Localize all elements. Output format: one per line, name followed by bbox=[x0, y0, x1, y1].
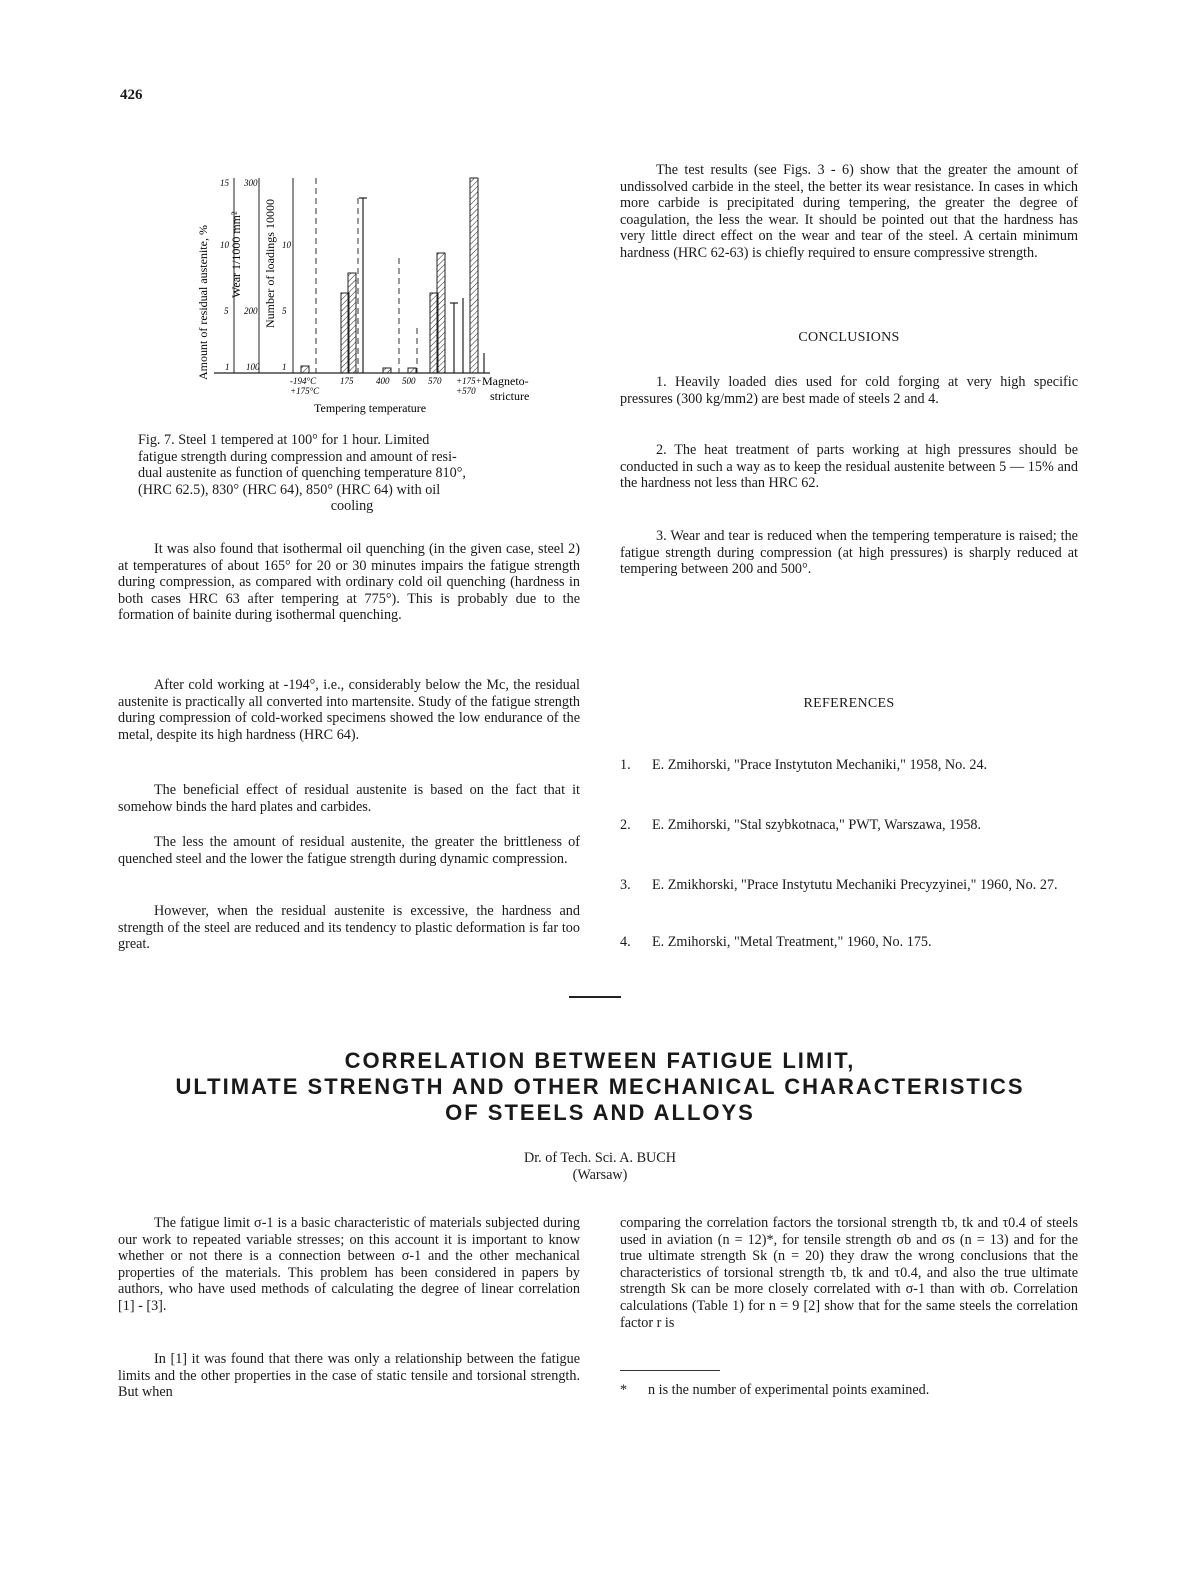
figure-caption bbox=[138, 432, 566, 515]
footnote bbox=[620, 1382, 1080, 1398]
x-tick-plus570: +570 bbox=[456, 386, 476, 396]
axis-label-loadings: Number of loadings 10000 bbox=[263, 199, 277, 328]
left-paragraph-1: It was also found that isothermal oil quenching (in the given case, steel 2) at temperatures of about 165° for 20 or 30 minutes impairs the fatigue strength during compression, as compared with ordinary cold oil quenching (hardness in both cases HRC 63 after tempering at 775°). This is probably due to the formation of bainite during isothermal quenching. bbox=[118, 541, 580, 624]
scale-loadings-10: 10 bbox=[282, 240, 291, 250]
page-number: 426 bbox=[120, 87, 143, 103]
reference-text: E. Zmihorski, "Prace Instytuton Mechaniki," 1958, No. 24. bbox=[652, 757, 988, 773]
scale-wear-100: 100 bbox=[246, 362, 260, 372]
reference-number: 4. bbox=[620, 934, 631, 950]
caption-line-5: cooling bbox=[330, 498, 374, 515]
scale-wear-300: 300 bbox=[244, 178, 258, 188]
x-tick-400: 400 bbox=[376, 376, 390, 386]
reference-item bbox=[620, 817, 1078, 834]
stricture-label: stricture bbox=[490, 389, 530, 403]
right-intro-paragraph: The test results (see Figs. 3 - 6) show that the greater the amount of undissolved carbide in the steel, the better its wear resistance. In cases in which more carbide is precipitated during tempering, the greater the degree of coagulation, the less the wear. It should be pointed out that the hardness has very little direct effect on the wear and tear of the steel. A certain minimum hardness (HRC 62-63) is chiefly required to ensure compressive strength. bbox=[620, 162, 1078, 261]
figure-7-chart bbox=[190, 168, 550, 418]
reference-text: E. Zmikhorski, "Prace Instytutu Mechaniki Precyzyinei," 1960, No. 27. bbox=[652, 877, 1058, 893]
axis-label-wear: Wear 1/1000 mm² bbox=[229, 211, 243, 298]
reference-item bbox=[620, 877, 1078, 894]
caption-line-1: Fig. 7. Steel 1 tempered at 100° for 1 hour. Limited bbox=[138, 432, 430, 448]
reference-item bbox=[620, 757, 1078, 774]
x-tick-plus175-magneto: +175+ bbox=[456, 376, 482, 386]
scale-austenite-10: 10 bbox=[220, 240, 229, 250]
article-left-paragraph-2: In [1] it was found that there was only a relationship between the fatigue limits and the other properties in the case of static tensile and torsional strength. But when bbox=[118, 1351, 580, 1401]
references-heading: REFERENCES bbox=[803, 696, 895, 711]
article-left-paragraph-1: The fatigue limit σ-1 is a basic characteristic of materials subjected during our work to repeated variable stresses; on this account it is important to know whether or not there is a connection between σ-1 and the other mechanical properties of the materials. This problem has been considered in papers by authors, who have used methods of calculating the degree of linear correlation [1] - [3]. bbox=[118, 1215, 580, 1314]
x-axis-title: Tempering temperature bbox=[314, 401, 427, 415]
footnote-text: n is the number of experimental points examined. bbox=[648, 1382, 930, 1398]
scale-austenite-5: 5 bbox=[224, 306, 229, 316]
conclusion-3: 3. Wear and tear is reduced when the tempering temperature is raised; the fatigue strength during compression (at high pressures) is sharply reduced at tempering between 200 and 500°. bbox=[620, 528, 1078, 578]
footnote-rule bbox=[620, 1370, 720, 1371]
article-title-line-2: ULTIMATE STRENGTH AND OTHER MECHANICAL CHARACTERISTICS bbox=[175, 1074, 1025, 1099]
article-title bbox=[60, 1048, 1140, 1126]
author-block bbox=[300, 1150, 900, 1184]
reference-text: E. Zmihorski, "Metal Treatment," 1960, No. 175. bbox=[652, 934, 932, 950]
left-paragraph-2: After cold working at -194°, i.e., considerably below the Mc, the residual austenite is practically all converted into martensite. Study of the fatigue strength during compression of cold-worked specimens showed the low endurance of the metal, despite its high hardness (HRC 64). bbox=[118, 677, 580, 743]
left-paragraph-3: The beneficial effect of residual austenite is based on the fact that it somehow binds the hard plates and carbides. bbox=[118, 782, 580, 815]
article-title-line-3: OF STEELS AND ALLOYS bbox=[445, 1100, 755, 1125]
scale-loadings-1: 1 bbox=[282, 362, 287, 372]
reference-item bbox=[620, 934, 1078, 951]
footnote-mark: * bbox=[620, 1382, 628, 1398]
x-tick-500: 500 bbox=[402, 376, 416, 386]
scale-austenite-1: 1 bbox=[225, 362, 230, 372]
author-name: Dr. of Tech. Sci. A. BUCH bbox=[523, 1150, 677, 1166]
magneto-label: Magneto- bbox=[482, 374, 529, 388]
x-tick-plus175: +175°C bbox=[290, 386, 320, 396]
caption-line-4: (HRC 62.5), 830° (HRC 64), 850° (HRC 64) with oil bbox=[138, 481, 441, 498]
left-paragraph-5: However, when the residual austenite is excessive, the hardness and strength of the steel are reduced and its tendency to plastic deformation is far too great. bbox=[118, 903, 580, 953]
scale-loadings-5: 5 bbox=[282, 306, 287, 316]
author-affiliation: (Warsaw) bbox=[572, 1167, 628, 1183]
scale-wear-200: 200 bbox=[244, 306, 258, 316]
section-divider bbox=[569, 996, 621, 998]
conclusion-2: 2. The heat treatment of parts working at high pressures should be conducted in such a way as to keep the residual austenite between 5 — 15% and the hardness not less than HRC 62. bbox=[620, 442, 1078, 492]
reference-text: E. Zmihorski, "Stal szybkotnaca," PWT, Warszawa, 1958. bbox=[652, 817, 982, 833]
article-title-line-1: CORRELATION BETWEEN FATIGUE LIMIT, bbox=[344, 1048, 856, 1073]
reference-number: 1. bbox=[620, 757, 631, 773]
conclusion-1: 1. Heavily loaded dies used for cold forging at very high specific pressures (300 kg/mm2) are best made of steels 2 and 4. bbox=[620, 374, 1078, 407]
article-right-paragraph: comparing the correlation factors the torsional strength τb, tk and τ0.4 of steels used in aviation (n = 12)*, for tensile strength σb and σs (n = 13) and for the true ultimate strength Sk (n = 20) they draw the wrong conclusions that the characteristics of torsional strength τb, tk and τ0.4, and also the true ultimate strength Sk can be more closely correlated with σ-1 than with σb. Correlation calculations (Table 1) for n = 9 [2] show that for the same steels the correlation factor r is bbox=[620, 1215, 1078, 1331]
reference-number: 2. bbox=[620, 817, 631, 833]
x-tick-minus194: -194°C bbox=[290, 376, 317, 386]
caption-line-2: fatigue strength during compression and amount of resi- bbox=[138, 448, 457, 465]
conclusions-heading: CONCLUSIONS bbox=[798, 330, 900, 345]
caption-line-3: dual austenite as function of quenching temperature 810°, bbox=[138, 465, 466, 482]
axis-label-austenite: Amount of residual austenite, % bbox=[196, 225, 210, 380]
left-paragraph-4: The less the amount of residual austenite, the greater the brittleness of quenched steel and the lower the fatigue strength during dynamic compression. bbox=[118, 834, 580, 867]
x-tick-570: 570 bbox=[428, 376, 442, 386]
reference-number: 3. bbox=[620, 877, 631, 893]
scale-austenite-15: 15 bbox=[220, 178, 229, 188]
x-tick-175: 175 bbox=[340, 376, 354, 386]
